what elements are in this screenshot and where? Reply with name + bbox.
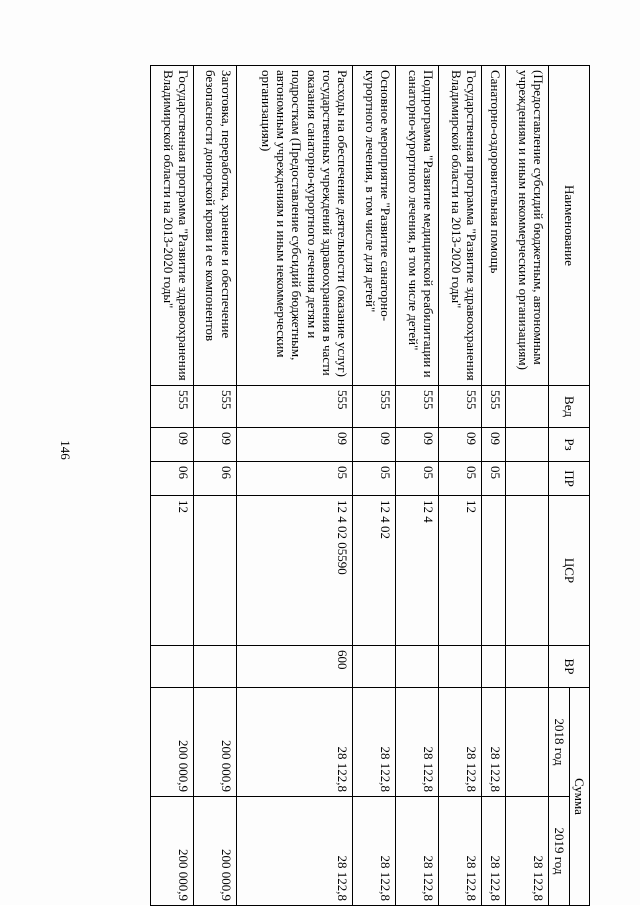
cell-vr (506, 646, 549, 688)
header-csr: ЦСР (549, 496, 590, 646)
cell-name: Заготовка, переработка, хранение и обеспечение безопасности донорской крови и ее компонентов (193, 66, 236, 386)
table-row (193, 66, 236, 906)
header-rz: Рз (549, 428, 590, 462)
cell-vr (353, 646, 396, 688)
cell-csr (506, 496, 549, 646)
cell-vr: 600 (236, 646, 353, 688)
cell-sum-2018: 28 122,8 (439, 688, 482, 797)
cell-name: Основное мероприятие "Развитие санаторно-курортного лечения, в том числе для детей" (353, 66, 396, 386)
table-row (482, 66, 506, 906)
cell-pr: 05 (353, 462, 396, 496)
cell-sum-2019: 200 000,9 (151, 797, 194, 906)
cell-vr (193, 646, 236, 688)
cell-name: Расходы на обеспечение деятельности (оказание услуг) государственных учреждений здравоохранения в части оказания санаторно-курортного лечения детям и подросткам (Предоставление субсидий бюджетным, автономным учреждениям и иным некоммерческим организациям) (236, 66, 353, 386)
cell-rz: 09 (236, 428, 353, 462)
cell-name: Государственная программа "Развитие здравоохранения Владимирской области на 2013-2020 годы" (151, 66, 194, 386)
cell-sum-2019: 28 122,8 (353, 797, 396, 906)
cell-ved: 555 (439, 386, 482, 428)
cell-rz: 09 (439, 428, 482, 462)
cell-rz (506, 428, 549, 462)
header-name: Наименование (549, 66, 590, 386)
cell-sum-2019: 28 122,8 (506, 797, 549, 906)
cell-vr (439, 646, 482, 688)
header-2018: 2018 год (549, 688, 569, 797)
cell-ved: 555 (396, 386, 439, 428)
cell-ved (506, 386, 549, 428)
cell-vr (482, 646, 506, 688)
table-container (150, 65, 590, 905)
cell-ved: 555 (236, 386, 353, 428)
cell-csr: 12 4 02 05590 (236, 496, 353, 646)
header-ved: Вед (549, 386, 590, 428)
cell-csr (482, 496, 506, 646)
cell-pr: 05 (236, 462, 353, 496)
page-number: 146 (58, 440, 73, 460)
cell-pr (506, 462, 549, 496)
header-2019: 2019 год (549, 797, 569, 906)
cell-csr: 12 (151, 496, 194, 646)
cell-name: (Предоставление субсидий бюджетным, автономным учреждениям и иным некоммерческим организациям) (506, 66, 549, 386)
cell-rz: 09 (353, 428, 396, 462)
cell-vr (151, 646, 194, 688)
cell-ved: 555 (353, 386, 396, 428)
cell-rz: 09 (151, 428, 194, 462)
table-row (353, 66, 396, 906)
cell-csr (193, 496, 236, 646)
cell-vr (396, 646, 439, 688)
cell-ved: 555 (482, 386, 506, 428)
cell-sum-2019: 200 000,9 (193, 797, 236, 906)
cell-pr: 06 (151, 462, 194, 496)
cell-sum-2018: 28 122,8 (396, 688, 439, 797)
cell-sum-2018 (506, 688, 549, 797)
header-row (569, 66, 589, 906)
cell-csr: 12 4 (396, 496, 439, 646)
cell-sum-2019: 28 122,8 (482, 797, 506, 906)
cell-csr: 12 4 02 (353, 496, 396, 646)
cell-sum-2018: 200 000,9 (193, 688, 236, 797)
header-sum: Сумма (569, 688, 589, 906)
table-row (236, 66, 353, 906)
header-vr: ВР (549, 646, 590, 688)
cell-name: Санаторно-оздоровительная помощь (482, 66, 506, 386)
cell-name: Подпрограмма "Развитие медицинской реабилитации и санаторно-курортного лечения, в том числе детей" (396, 66, 439, 386)
cell-name: Государственная программа "Развитие здравоохранения Владимирской области на 2013-2020 годы" (439, 66, 482, 386)
cell-ved: 555 (193, 386, 236, 428)
cell-sum-2019: 28 122,8 (396, 797, 439, 906)
cell-sum-2018: 28 122,8 (353, 688, 396, 797)
table-row (396, 66, 439, 906)
cell-sum-2018: 200 000,9 (151, 688, 194, 797)
cell-ved: 555 (151, 386, 194, 428)
cell-sum-2019: 28 122,8 (439, 797, 482, 906)
cell-csr: 12 (439, 496, 482, 646)
cell-pr: 05 (439, 462, 482, 496)
table-row (151, 66, 194, 906)
cell-sum-2018: 28 122,8 (236, 688, 353, 797)
table-row (439, 66, 482, 906)
cell-pr: 06 (193, 462, 236, 496)
cell-rz: 09 (482, 428, 506, 462)
cell-pr: 05 (396, 462, 439, 496)
cell-rz: 09 (396, 428, 439, 462)
cell-sum-2019: 28 122,8 (236, 797, 353, 906)
cell-sum-2018: 28 122,8 (482, 688, 506, 797)
budget-table (150, 65, 590, 906)
cell-rz: 09 (193, 428, 236, 462)
cell-pr: 05 (482, 462, 506, 496)
header-pr: ПР (549, 462, 590, 496)
table-row (506, 66, 549, 906)
